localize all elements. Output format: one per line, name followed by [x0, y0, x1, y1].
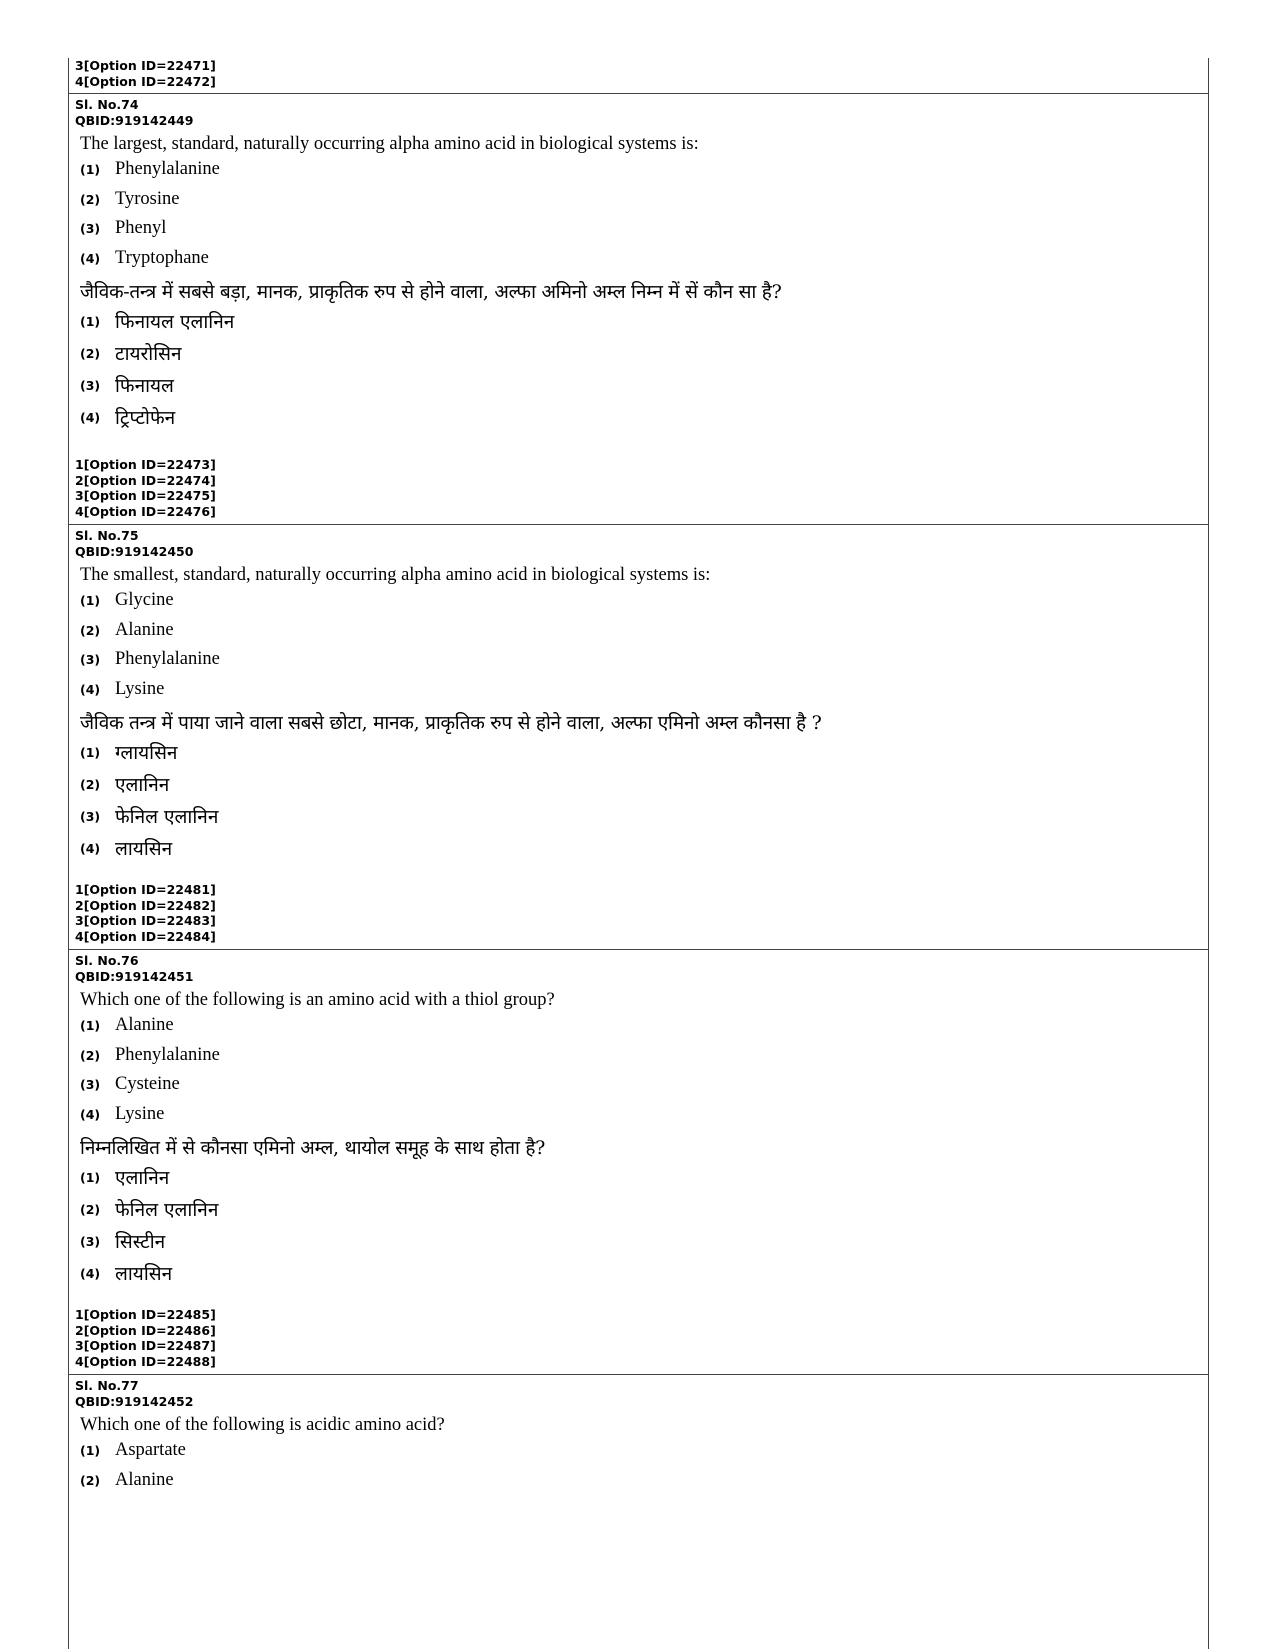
option-item: (1) फिनायल एलानिन [80, 311, 235, 333]
qbid: QBID:919142450 [75, 543, 194, 559]
question-text-english: Which one of the following is an amino acid with a thiol group? [80, 990, 555, 1010]
option-item: (2) एलानिन [80, 774, 170, 796]
option-item: (1) Phenylalanine [80, 159, 220, 180]
divider [69, 949, 1208, 950]
divider [69, 93, 1208, 94]
question-text-english: Which one of the following is acidic amino acid? [80, 1415, 445, 1435]
option-id-list [69, 1307, 1208, 1369]
option-id: 4[Option ID=22476] [75, 503, 216, 519]
question-text-english: The largest, standard, naturally occurring alpha amino acid in biological systems is: [80, 134, 699, 154]
serial-number: Sl. No.75 [75, 528, 139, 543]
question-block-75 [69, 528, 1208, 864]
option-id: 1[Option ID=22481] [75, 882, 216, 897]
question-block-74 [69, 97, 1208, 433]
option-item: (1) एलानिन [80, 1167, 170, 1189]
option-item: (1) ग्लायसिन [80, 742, 178, 764]
option-item: (4) ट्रिप्टोफेन [80, 407, 176, 429]
option-item: (1) Alanine [80, 1015, 174, 1036]
option-item: (3) सिस्टीन [80, 1231, 166, 1253]
options-english [69, 1011, 1208, 1129]
option-id: 3[Option ID=22475] [75, 488, 216, 503]
question-block-77 [69, 1378, 1208, 1495]
question-paper-frame [68, 58, 1209, 1649]
option-item: (3) फेनिल एलानिन [80, 806, 219, 828]
option-item: (2) फेनिल एलानिन [80, 1199, 219, 1221]
options-hindi [69, 1161, 1208, 1289]
options-english [69, 1436, 1208, 1495]
option-item: (4) लायसिन [80, 1263, 173, 1285]
qbid: QBID:919142451 [75, 968, 194, 984]
option-item: (3) Phenyl [80, 218, 167, 239]
option-item: (4) Tryptophane [80, 247, 209, 268]
option-id: 2[Option ID=22482] [75, 897, 216, 913]
options-hindi [69, 305, 1208, 433]
option-id-list [69, 58, 1208, 89]
option-item: (2) Tyrosine [80, 188, 180, 209]
question-text-hindi: जैविक तन्त्र में पाया जाने वाला सबसे छोटा, मानक, प्राकृतिक रुप से होने वाला, अल्फा एमिनो अम्ल कौनसा है ? [80, 712, 822, 734]
serial-number: Sl. No.76 [75, 953, 139, 968]
option-id-list [69, 457, 1208, 519]
option-item: (3) Cysteine [80, 1074, 180, 1095]
option-id: 3[Option ID=22483] [75, 913, 216, 928]
option-id: 4[Option ID=22488] [75, 1353, 216, 1369]
option-item: (1) Glycine [80, 590, 174, 611]
divider [69, 524, 1208, 525]
divider [69, 1374, 1208, 1375]
qbid: QBID:919142452 [75, 1393, 194, 1409]
qbid: QBID:919142449 [75, 112, 194, 128]
option-id: 2[Option ID=22486] [75, 1322, 216, 1338]
option-id-list [69, 882, 1208, 944]
option-item: (3) Phenylalanine [80, 649, 220, 670]
option-item: (2) Phenylalanine [80, 1044, 220, 1065]
option-id: 3[Option ID=22487] [75, 1338, 216, 1353]
option-item: (3) फिनायल [80, 375, 174, 397]
serial-number: Sl. No.77 [75, 1378, 139, 1393]
serial-number: Sl. No.74 [75, 97, 139, 112]
options-english [69, 155, 1208, 273]
options-hindi [69, 736, 1208, 864]
question-text-english: The smallest, standard, naturally occurring alpha amino acid in biological systems is: [80, 565, 711, 585]
option-item: (4) Lysine [80, 1103, 165, 1124]
option-id: 3[Option ID=22471] [75, 58, 216, 73]
question-text-hindi: निम्नलिखित में से कौनसा एमिनो अम्ल, थायोल समूह के साथ होता है? [80, 1137, 546, 1159]
option-item: (4) लायसिन [80, 838, 173, 860]
option-id: 1[Option ID=22485] [75, 1307, 216, 1322]
option-item: (2) Alanine [80, 619, 174, 640]
option-item: (2) टायरोसिन [80, 343, 182, 365]
options-english [69, 586, 1208, 704]
option-id: 4[Option ID=22484] [75, 928, 216, 944]
option-id: 2[Option ID=22474] [75, 472, 216, 488]
option-id: 1[Option ID=22473] [75, 457, 216, 472]
option-id: 4[Option ID=22472] [75, 73, 216, 89]
option-item: (2) Alanine [80, 1469, 174, 1490]
option-item: (4) Lysine [80, 678, 165, 699]
question-block-76 [69, 953, 1208, 1289]
question-text-hindi: जैविक-तन्त्र में सबसे बड़ा, मानक, प्राकृतिक रुप से होने वाला, अल्फा अमिनो अम्ल निम्न में सें कौन सा है? [80, 281, 782, 303]
option-item: (1) Aspartate [80, 1440, 186, 1461]
